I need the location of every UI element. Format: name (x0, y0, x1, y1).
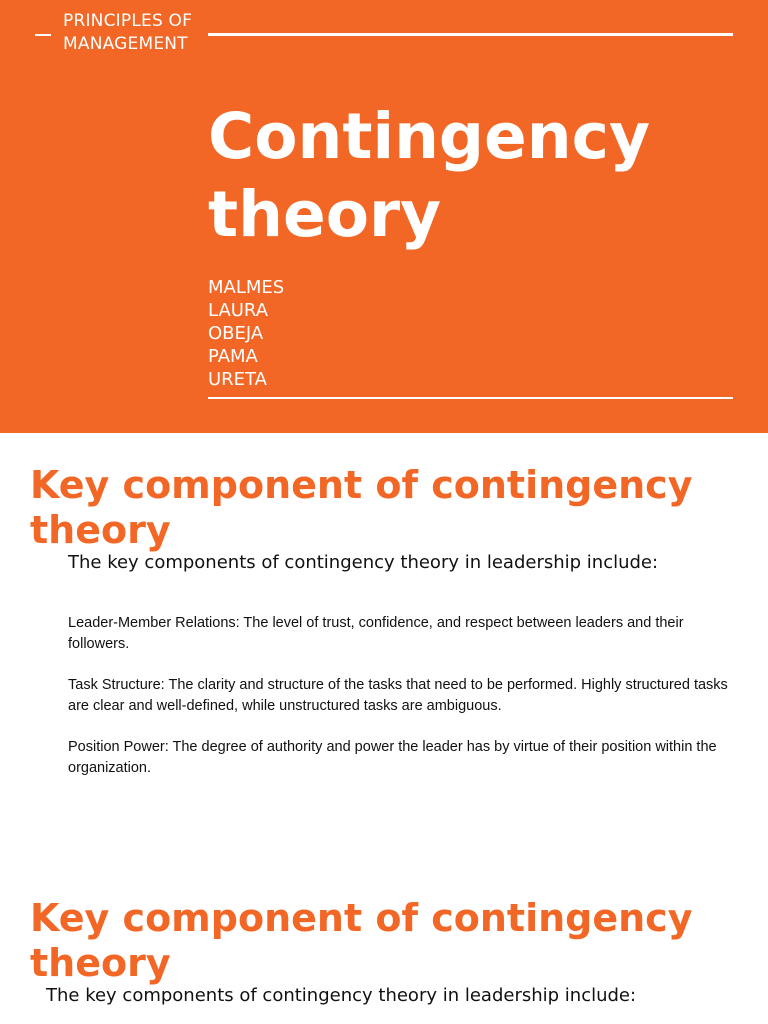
content-slide (0, 433, 768, 873)
component-item-task-structure: Task Structure: The clarity and structure of the tasks that need to be performed. Highly structured tasks are clear and well-defined, while unstructured tasks are ambiguous. (68, 677, 728, 714)
title-line-1: Contingency (208, 100, 651, 173)
author-name: URETA (208, 369, 267, 390)
slide-heading: Key component of contingency theory (30, 463, 693, 552)
author-name: PAMA (208, 346, 258, 367)
slide-intro: The key components of contingency theory in leadership include: (68, 552, 659, 573)
author-name: LAURA (208, 300, 269, 321)
slide-intro: The key components of contingency theory in leadership include: (46, 985, 637, 1006)
author-list (208, 276, 284, 391)
component-item-leader-member-relations: Leader-Member Relations: The level of trust, confidence, and respect between leaders and their followers. (68, 615, 684, 652)
next-slide (0, 873, 768, 1024)
course-label: PRINCIPLES OF MANAGEMENT (63, 11, 193, 54)
author-name: MALMES (208, 277, 285, 298)
author-name: OBEJA (208, 323, 264, 344)
top-divider (208, 33, 733, 36)
slide-heading: Key component of contingency theory (30, 896, 693, 985)
title-slide (0, 0, 768, 433)
component-list (68, 613, 728, 799)
presentation-title (208, 98, 748, 254)
bottom-divider (208, 397, 733, 399)
component-item-position-power: Position Power: The degree of authority and power the leader has by virtue of their position within the organization. (68, 739, 717, 776)
title-line-2: theory (208, 178, 442, 251)
decorative-dash (35, 34, 51, 36)
